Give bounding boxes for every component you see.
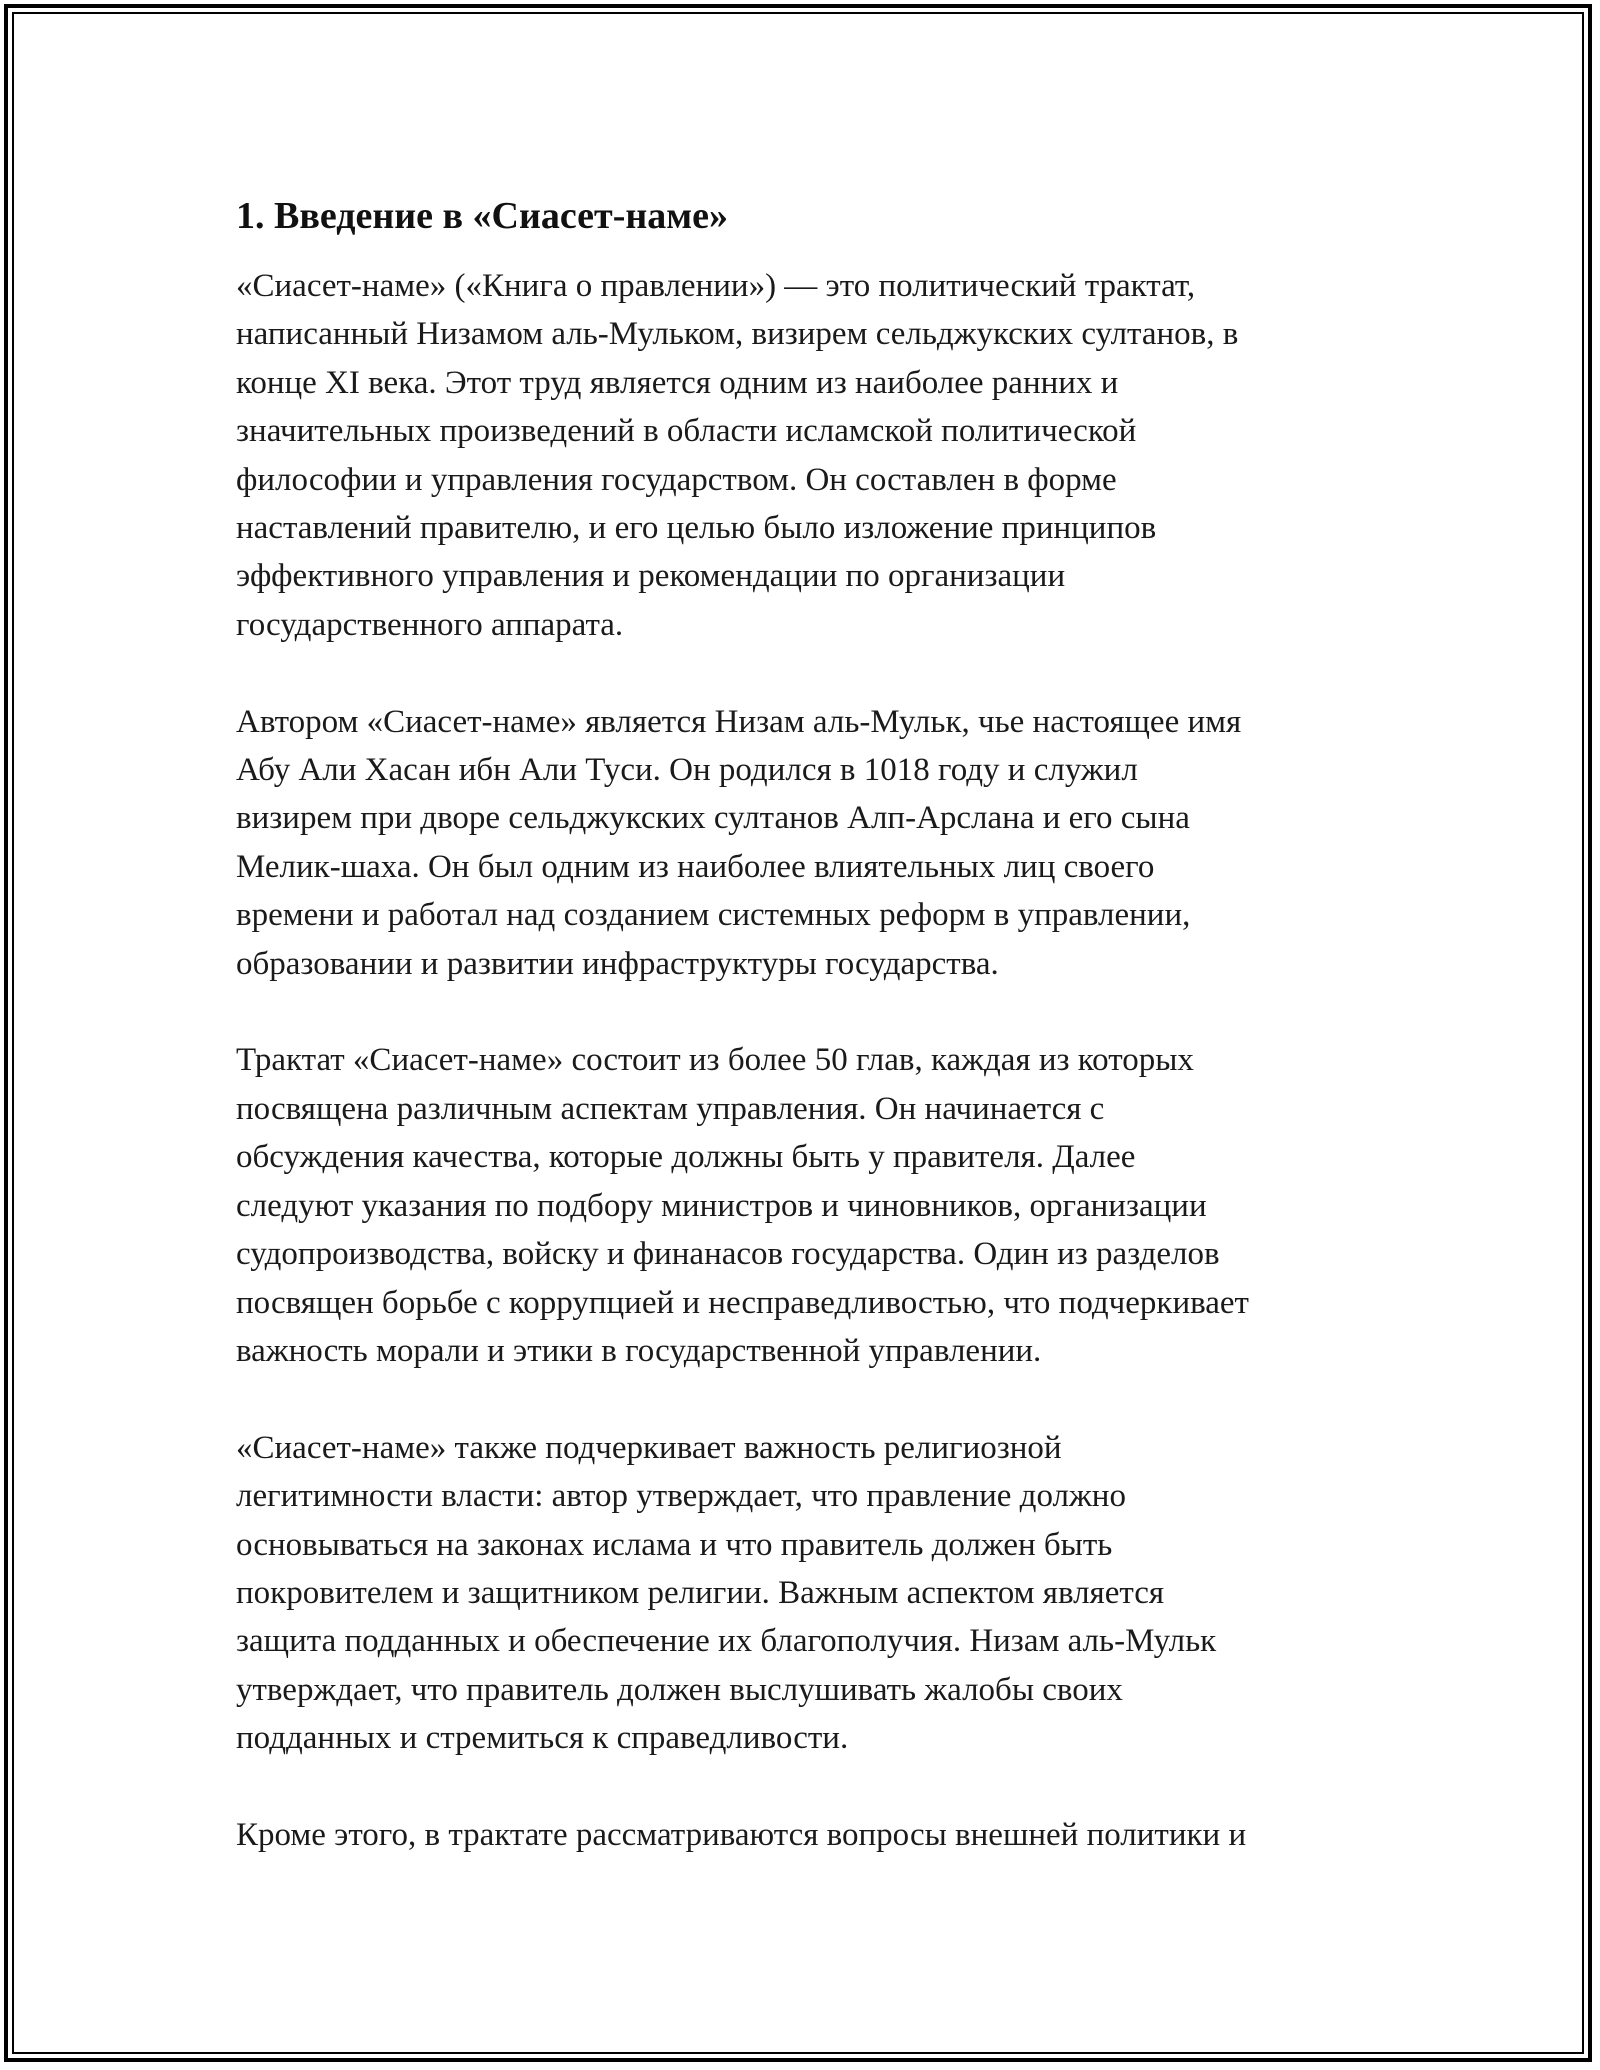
text-line: эффективного управления и рекомендации по организации bbox=[236, 558, 1066, 595]
text-line: покровителем и защитником религии. Важным аспектом является bbox=[236, 1574, 1165, 1611]
text-line: защита подданных и обеспечение их благополучия. Низам аль-Мульк bbox=[236, 1623, 1217, 1660]
text-line: Трактат «Сиасет-наме» состоит из более 50 глав, каждая из которых bbox=[236, 1042, 1194, 1079]
text-line: следуют указания по подбору министров и чиновников, организации bbox=[236, 1187, 1207, 1224]
text-line: судопроизводства, войску и финанасов государства. Один из разделов bbox=[236, 1236, 1220, 1273]
text-line: значительных произведений в области исламской политической bbox=[236, 413, 1137, 450]
paragraph-intro bbox=[236, 262, 1376, 649]
text-line: времени и работал над созданием системных реформ в управлении, bbox=[236, 897, 1191, 934]
text-line: «Сиасет-наме» («Книга о правлении») — это политический трактат, bbox=[236, 268, 1196, 304]
paragraph-structure bbox=[236, 1036, 1376, 1375]
text-line: Мелик-шаха. Он был одним из наиболее влиятельных лиц своего bbox=[236, 848, 1155, 885]
text-line: подданных и стремиться к справедливости. bbox=[236, 1720, 849, 1757]
text-line: философии и управления государством. Он составлен в форме bbox=[236, 461, 1117, 498]
text-line: Кроме этого, в трактате рассматриваются вопросы внешней политики и bbox=[236, 1816, 1247, 1853]
text-line: визирем при дворе сельджукских султанов Алп-Арслана и его сына bbox=[236, 800, 1190, 837]
section-heading: 1. Введение в «Сиасет-наме» bbox=[236, 195, 728, 237]
text-line: важность морали и этики в государственной управлении. bbox=[236, 1332, 1042, 1369]
text-line: образовании и развитии инфраструктуры государства. bbox=[236, 945, 999, 982]
text-line: написанный Низамом аль-Мульком, визирем сельджукских султанов, в bbox=[236, 316, 1239, 353]
text-line: Абу Али Хасан ибн Али Туси. Он родился в 1018 году и служил bbox=[236, 752, 1138, 789]
text-line: утверждает, что правитель должен выслушивать жалобы своих bbox=[236, 1671, 1123, 1708]
paragraph-religion bbox=[236, 1424, 1376, 1763]
text-line: государственного аппарата. bbox=[236, 606, 624, 643]
text-line: Автором «Сиасет-наме» является Низам аль-Мульк, чье настоящее имя bbox=[236, 703, 1242, 740]
document-body bbox=[236, 182, 1376, 1908]
text-line: конце XI века. Этот труд является одним из наиболее ранних и bbox=[236, 364, 1119, 401]
text-line: наставлений правителю, и его целью было изложение принципов bbox=[236, 510, 1157, 547]
text-line: обсуждения качества, которые должны быть у правителя. Далее bbox=[236, 1139, 1136, 1176]
text-line: основываться на законах ислама и что правитель должен быть bbox=[236, 1526, 1113, 1563]
text-line: посвящена различным аспектам управления. Он начинается с bbox=[236, 1090, 1105, 1127]
text-line: легитимности власти: автор утверждает, что правление должно bbox=[236, 1478, 1126, 1515]
paragraph-foreign-policy bbox=[236, 1811, 1376, 1859]
paragraph-author bbox=[236, 698, 1376, 988]
text-line: «Сиасет-наме» также подчеркивает важность религиозной bbox=[236, 1429, 1062, 1466]
text-line: посвящен борьбе с коррупцией и несправедливостью, что подчеркивает bbox=[236, 1284, 1249, 1321]
